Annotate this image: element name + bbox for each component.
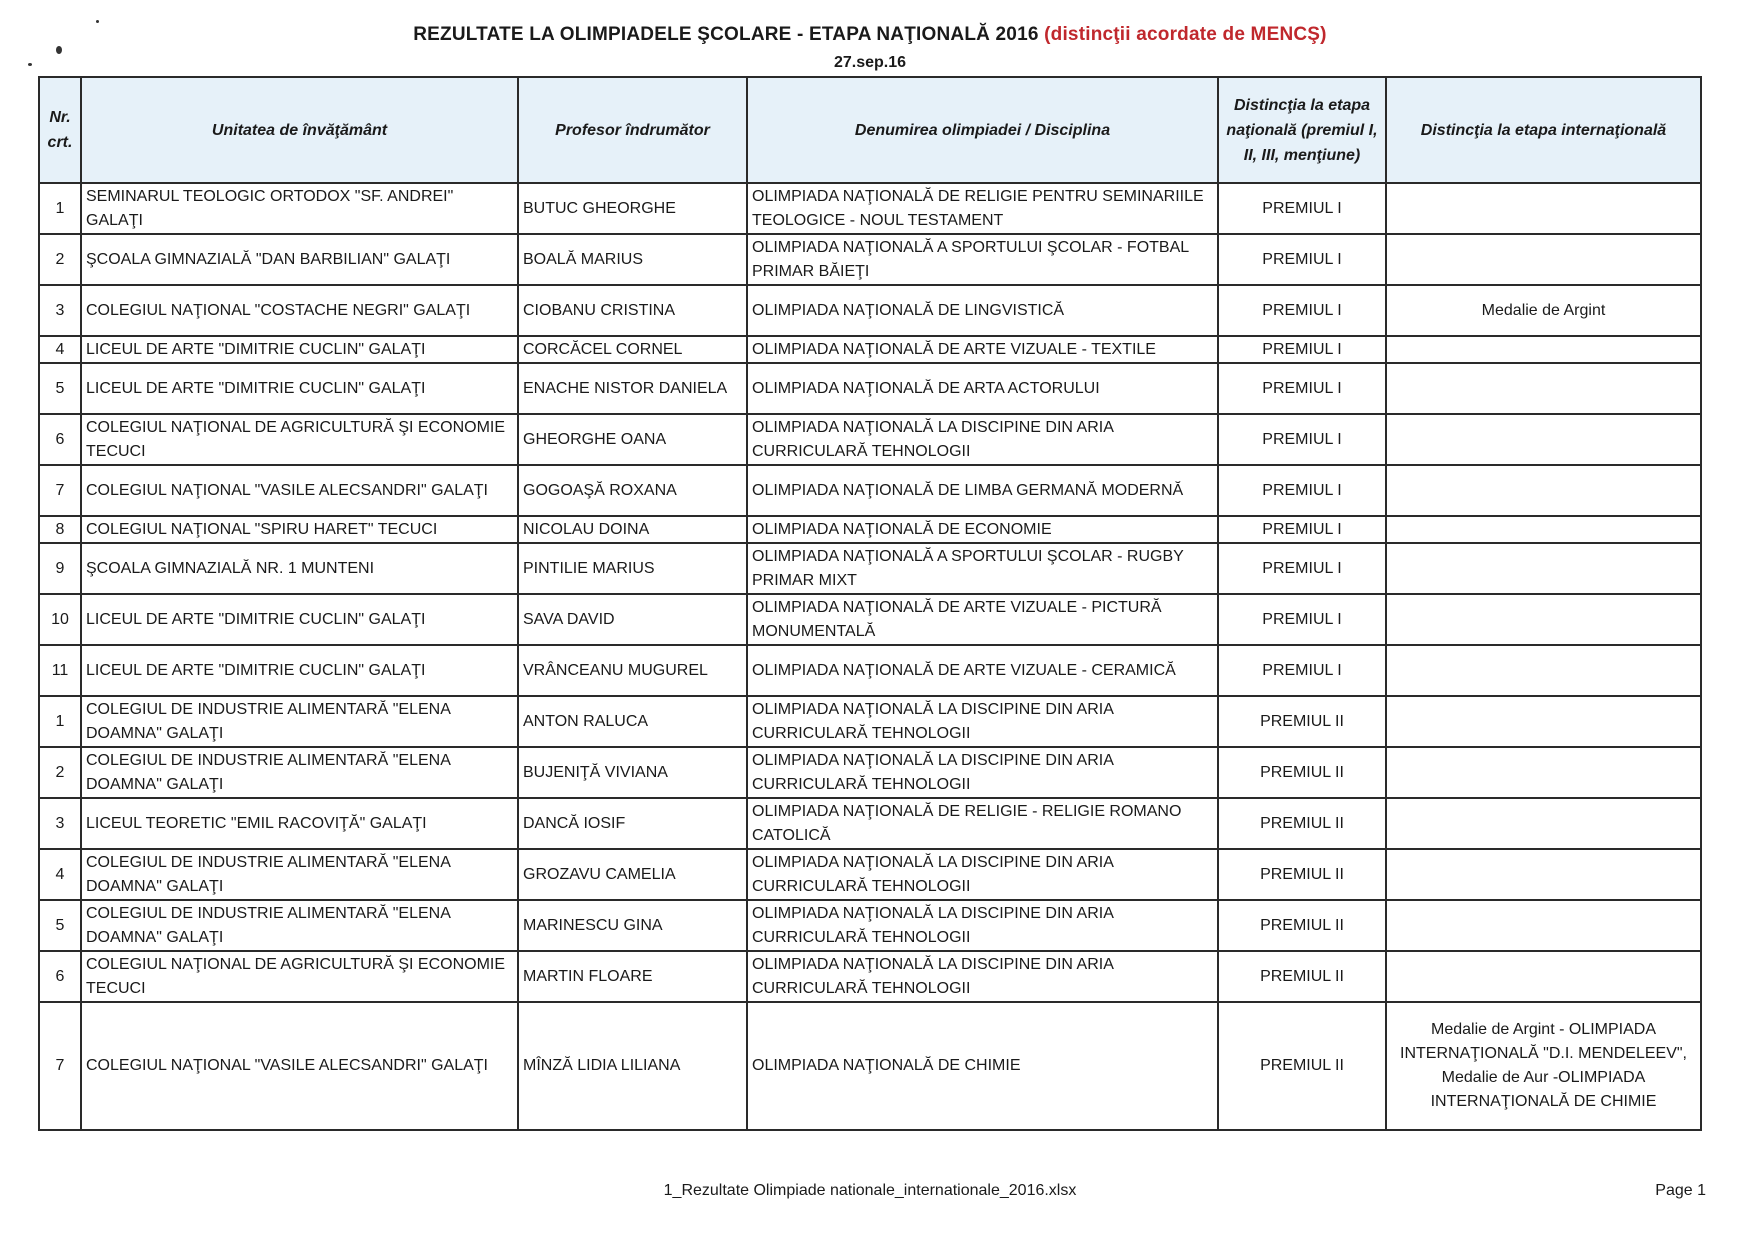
cell-teacher: DANCĂ IOSIF [518, 798, 747, 849]
cell-teacher: MARINESCU GINA [518, 900, 747, 951]
cell-nr: 11 [39, 645, 81, 696]
cell-unit: LICEUL DE ARTE "DIMITRIE CUCLIN" GALAŢI [81, 645, 518, 696]
cell-national-distinction: PREMIUL I [1218, 336, 1386, 363]
cell-international-distinction: Medalie de Argint [1386, 285, 1701, 336]
cell-national-distinction: PREMIUL I [1218, 363, 1386, 414]
document-title [0, 24, 1740, 46]
cell-olympiad: OLIMPIADA NAŢIONALĂ DE LINGVISTICĂ [747, 285, 1218, 336]
cell-international-distinction [1386, 183, 1701, 234]
cell-international-distinction [1386, 900, 1701, 951]
cell-olympiad: OLIMPIADA NAŢIONALĂ LA DISCIPINE DIN ARIA CURRICULARĂ TEHNOLOGII [747, 849, 1218, 900]
cell-national-distinction: PREMIUL II [1218, 900, 1386, 951]
cell-nr: 1 [39, 696, 81, 747]
table-row [39, 594, 1701, 645]
cell-nr: 6 [39, 414, 81, 465]
cell-teacher: GHEORGHE OANA [518, 414, 747, 465]
document-date: 27.sep.16 [833, 54, 907, 71]
cell-unit: ŞCOALA GIMNAZIALĂ "DAN BARBILIAN" GALAŢI [81, 234, 518, 285]
cell-national-distinction: PREMIUL I [1218, 465, 1386, 516]
cell-nr: 6 [39, 951, 81, 1002]
cell-unit: COLEGIUL NAŢIONAL "COSTACHE NEGRI" GALAŢI [81, 285, 518, 336]
cell-international-distinction [1386, 594, 1701, 645]
cell-international-distinction [1386, 414, 1701, 465]
cell-unit: COLEGIUL NAŢIONAL DE AGRICULTURĂ ŞI ECONOMIE TECUCI [81, 414, 518, 465]
cell-teacher: ENACHE NISTOR DANIELA [518, 363, 747, 414]
table-row [39, 285, 1701, 336]
cell-olympiad: OLIMPIADA NAŢIONALĂ DE RELIGIE PENTRU SEMINARIILE TEOLOGICE - NOUL TESTAMENT [747, 183, 1218, 234]
cell-national-distinction: PREMIUL I [1218, 414, 1386, 465]
cell-nr: 3 [39, 285, 81, 336]
cell-unit: COLEGIUL DE INDUSTRIE ALIMENTARĂ "ELENA DOAMNA" GALAŢI [81, 849, 518, 900]
cell-international-distinction [1386, 747, 1701, 798]
cell-international-distinction [1386, 645, 1701, 696]
footer-page-number: Page 1 [1655, 1182, 1706, 1199]
cell-olympiad: OLIMPIADA NAŢIONALĂ DE ARTE VIZUALE - PICTURĂ MONUMENTALĂ [747, 594, 1218, 645]
cell-nr: 1 [39, 183, 81, 234]
cell-unit: LICEUL TEORETIC "EMIL RACOVIŢĂ" GALAŢI [81, 798, 518, 849]
cell-olympiad: OLIMPIADA NAŢIONALĂ DE RELIGIE - RELIGIE ROMANO CATOLICĂ [747, 798, 1218, 849]
cell-olympiad: OLIMPIADA NAŢIONALĂ DE CHIMIE [747, 1002, 1218, 1130]
table-body [39, 183, 1701, 1130]
cell-international-distinction [1386, 465, 1701, 516]
table-row [39, 849, 1701, 900]
col-header-international: Distincţia la etapa internaţională [1386, 77, 1701, 183]
table-row [39, 900, 1701, 951]
table-row [39, 696, 1701, 747]
table-row [39, 747, 1701, 798]
cell-national-distinction: PREMIUL I [1218, 594, 1386, 645]
title-main: REZULTATE LA OLIMPIADELE ŞCOLARE - ETAPA NAŢIONALĂ 2016 [413, 24, 1039, 45]
cell-nr: 8 [39, 516, 81, 543]
scan-speck [96, 20, 99, 23]
cell-nr: 9 [39, 543, 81, 594]
cell-international-distinction [1386, 951, 1701, 1002]
cell-olympiad: OLIMPIADA NAŢIONALĂ LA DISCIPINE DIN ARIA CURRICULARĂ TEHNOLOGII [747, 747, 1218, 798]
cell-national-distinction: PREMIUL I [1218, 234, 1386, 285]
results-table [38, 76, 1702, 1131]
cell-unit: SEMINARUL TEOLOGIC ORTODOX "SF. ANDREI" GALAŢI [81, 183, 518, 234]
cell-international-distinction [1386, 543, 1701, 594]
cell-olympiad: OLIMPIADA NAŢIONALĂ LA DISCIPINE DIN ARIA CURRICULARĂ TEHNOLOGII [747, 900, 1218, 951]
cell-olympiad: OLIMPIADA NAŢIONALĂ DE ARTE VIZUALE - CERAMICĂ [747, 645, 1218, 696]
cell-nr: 4 [39, 336, 81, 363]
table-row [39, 543, 1701, 594]
cell-international-distinction [1386, 363, 1701, 414]
table-row [39, 336, 1701, 363]
cell-unit: COLEGIUL NAŢIONAL "VASILE ALECSANDRI" GALAŢI [81, 1002, 518, 1130]
cell-national-distinction: PREMIUL II [1218, 951, 1386, 1002]
cell-teacher: GOGOAŞĂ ROXANA [518, 465, 747, 516]
table-row [39, 1002, 1701, 1130]
cell-international-distinction [1386, 849, 1701, 900]
cell-national-distinction: PREMIUL II [1218, 849, 1386, 900]
cell-national-distinction: PREMIUL I [1218, 285, 1386, 336]
table-row [39, 234, 1701, 285]
footer-filename: 1_Rezultate Olimpiade nationale_internationale_2016.xlsx [663, 1182, 1077, 1199]
cell-unit: COLEGIUL NAŢIONAL "SPIRU HARET" TECUCI [81, 516, 518, 543]
cell-international-distinction [1386, 798, 1701, 849]
cell-olympiad: OLIMPIADA NAŢIONALĂ A SPORTULUI ŞCOLAR - RUGBY PRIMAR MIXT [747, 543, 1218, 594]
cell-nr: 7 [39, 1002, 81, 1130]
cell-teacher: VRÂNCEANU MUGUREL [518, 645, 747, 696]
cell-national-distinction: PREMIUL I [1218, 543, 1386, 594]
cell-national-distinction: PREMIUL II [1218, 798, 1386, 849]
cell-teacher: BUTUC GHEORGHE [518, 183, 747, 234]
cell-olympiad: OLIMPIADA NAŢIONALĂ A SPORTULUI ŞCOLAR - FOTBAL PRIMAR BĂIEŢI [747, 234, 1218, 285]
cell-olympiad: OLIMPIADA NAŢIONALĂ LA DISCIPINE DIN ARIA CURRICULARĂ TEHNOLOGII [747, 696, 1218, 747]
cell-nr: 4 [39, 849, 81, 900]
cell-unit: LICEUL DE ARTE "DIMITRIE CUCLIN" GALAŢI [81, 363, 518, 414]
cell-teacher: MÎNZĂ LIDIA LILIANA [518, 1002, 747, 1130]
col-header-national: Distincţia la etapa naţională (premiul I, II, III, menţiune) [1218, 77, 1386, 183]
cell-teacher: MARTIN FLOARE [518, 951, 747, 1002]
title-note: (distincţii acordate de MENCŞ) [1044, 24, 1327, 45]
scan-speck [56, 46, 62, 54]
cell-nr: 7 [39, 465, 81, 516]
table-row [39, 516, 1701, 543]
cell-unit: COLEGIUL DE INDUSTRIE ALIMENTARĂ "ELENA DOAMNA" GALAŢI [81, 696, 518, 747]
col-header-unit: Unitatea de învăţământ [81, 77, 518, 183]
cell-unit: COLEGIUL DE INDUSTRIE ALIMENTARĂ "ELENA DOAMNA" GALAŢI [81, 747, 518, 798]
col-header-olympiad: Denumirea olimpiadei / Disciplina [747, 77, 1218, 183]
cell-unit: LICEUL DE ARTE "DIMITRIE CUCLIN" GALAŢI [81, 336, 518, 363]
cell-teacher: BOALĂ MARIUS [518, 234, 747, 285]
col-header-nr: Nr. crt. [39, 77, 81, 183]
table-row [39, 414, 1701, 465]
cell-teacher: ANTON RALUCA [518, 696, 747, 747]
cell-teacher: CIOBANU CRISTINA [518, 285, 747, 336]
cell-unit: LICEUL DE ARTE "DIMITRIE CUCLIN" GALAŢI [81, 594, 518, 645]
cell-teacher: NICOLAU DOINA [518, 516, 747, 543]
cell-nr: 2 [39, 747, 81, 798]
cell-national-distinction: PREMIUL I [1218, 183, 1386, 234]
table-row [39, 363, 1701, 414]
cell-nr: 2 [39, 234, 81, 285]
cell-nr: 5 [39, 363, 81, 414]
cell-olympiad: OLIMPIADA NAŢIONALĂ LA DISCIPINE DIN ARIA CURRICULARĂ TEHNOLOGII [747, 414, 1218, 465]
table-header-row [39, 77, 1701, 183]
cell-teacher: GROZAVU CAMELIA [518, 849, 747, 900]
cell-teacher: SAVA DAVID [518, 594, 747, 645]
cell-olympiad: OLIMPIADA NAŢIONALĂ DE LIMBA GERMANĂ MODERNĂ [747, 465, 1218, 516]
cell-national-distinction: PREMIUL II [1218, 747, 1386, 798]
cell-nr: 3 [39, 798, 81, 849]
cell-teacher: CORCĂCEL CORNEL [518, 336, 747, 363]
cell-national-distinction: PREMIUL I [1218, 516, 1386, 543]
cell-olympiad: OLIMPIADA NAŢIONALĂ DE ECONOMIE [747, 516, 1218, 543]
cell-international-distinction [1386, 696, 1701, 747]
cell-unit: COLEGIUL DE INDUSTRIE ALIMENTARĂ "ELENA DOAMNA" GALAŢI [81, 900, 518, 951]
cell-teacher: PINTILIE MARIUS [518, 543, 747, 594]
cell-unit: COLEGIUL NAŢIONAL DE AGRICULTURĂ ŞI ECONOMIE TECUCI [81, 951, 518, 1002]
cell-national-distinction: PREMIUL I [1218, 645, 1386, 696]
table-row [39, 465, 1701, 516]
table-row [39, 951, 1701, 1002]
cell-olympiad: OLIMPIADA NAŢIONALĂ DE ARTE VIZUALE - TEXTILE [747, 336, 1218, 363]
cell-international-distinction [1386, 336, 1701, 363]
table-row [39, 645, 1701, 696]
cell-international-distinction [1386, 516, 1701, 543]
cell-unit: ŞCOALA GIMNAZIALĂ NR. 1 MUNTENI [81, 543, 518, 594]
table-row [39, 798, 1701, 849]
cell-olympiad: OLIMPIADA NAŢIONALĂ LA DISCIPINE DIN ARIA CURRICULARĂ TEHNOLOGII [747, 951, 1218, 1002]
cell-nr: 5 [39, 900, 81, 951]
cell-national-distinction: PREMIUL II [1218, 696, 1386, 747]
cell-international-distinction [1386, 234, 1701, 285]
cell-national-distinction: PREMIUL II [1218, 1002, 1386, 1130]
cell-olympiad: OLIMPIADA NAŢIONALĂ DE ARTA ACTORULUI [747, 363, 1218, 414]
cell-nr: 10 [39, 594, 81, 645]
col-header-teacher: Profesor îndrumător [518, 77, 747, 183]
cell-teacher: BUJENIŢĂ VIVIANA [518, 747, 747, 798]
cell-international-distinction: Medalie de Argint - OLIMPIADA INTERNAŢIONALĂ "D.I. MENDELEEV", Medalie de Aur -OLIMPIADA INTERNAŢIONALĂ DE CHIMIE [1386, 1002, 1701, 1130]
cell-unit: COLEGIUL NAŢIONAL "VASILE ALECSANDRI" GALAŢI [81, 465, 518, 516]
table-row [39, 183, 1701, 234]
